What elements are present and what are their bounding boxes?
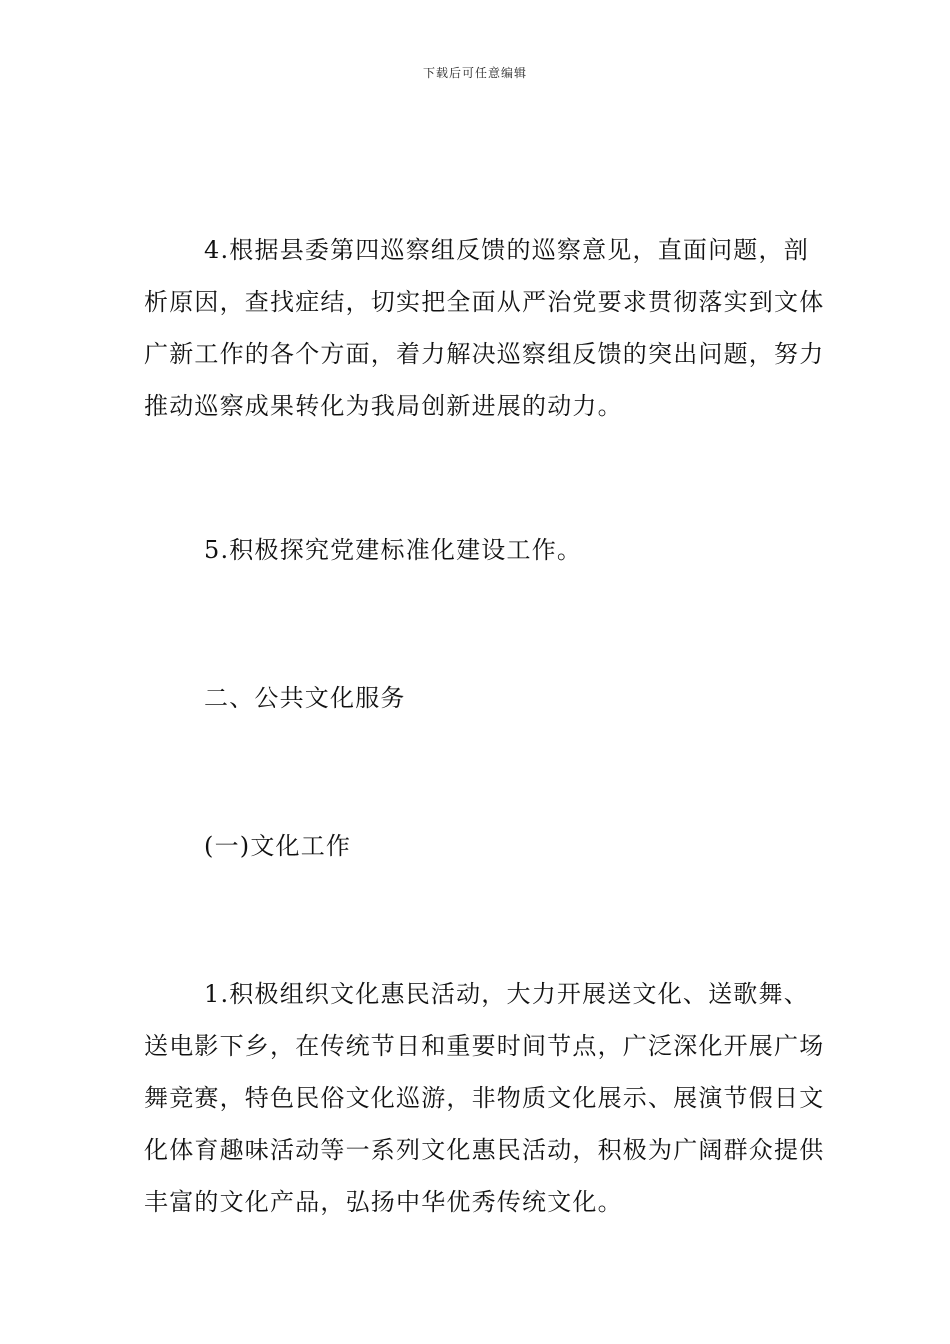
header-note: 下载后可任意编辑 [422, 66, 527, 80]
paragraph-inspection-feedback: 4.根据县委第四巡察组反馈的巡察意见，直面问题，剖析原因，查找症结，切实把全面从严治党要求贯彻落实到文体广新工作的各个方面，着力解决巡察组反馈的突出问题，努力推动巡察成果转化为我局创新进展的动力。 [144, 236, 825, 420]
paragraph-party-standardization: 5.积极探究党建标准化建设工作。 [204, 536, 583, 564]
section-heading-public-culture: 二、公共文化服务 [204, 684, 406, 712]
subsection-heading-culture-work: (一)文化工作 [204, 832, 352, 860]
paragraph-culture-activities: 1.积极组织文化惠民活动，大力开展送文化、送歌舞、送电影下乡，在传统节日和重要时间节点，广泛深化开展广场舞竞赛，特色民俗文化巡游，非物质文化展示、展演节假日文化体育趣味活动等一系列文化惠民活动，积极为广阔群众提供丰富的文化产品，弘扬中华优秀传统文化。 [144, 980, 825, 1216]
